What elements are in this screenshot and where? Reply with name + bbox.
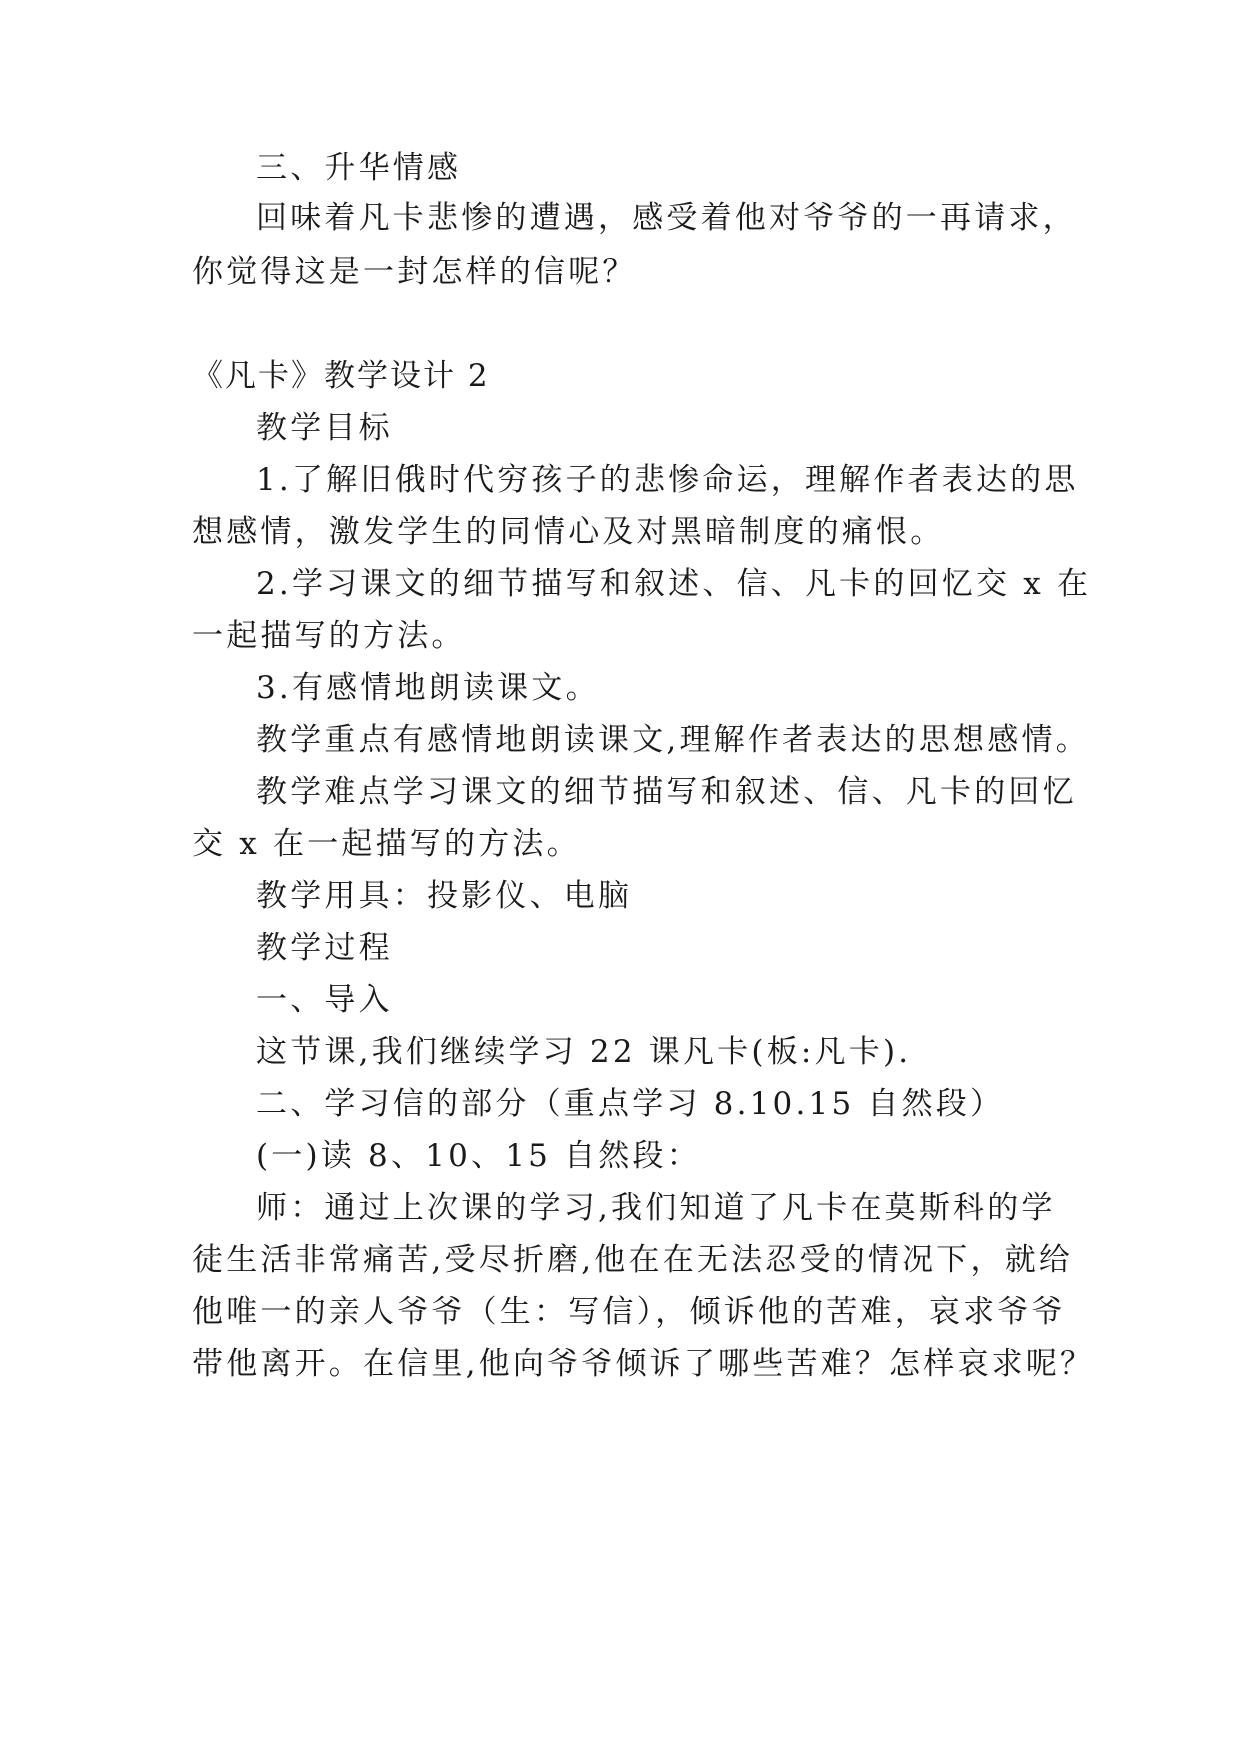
difficulty-line-1: 教学难点学习课文的细节描写和叙述、信、凡卡的回忆 (256, 774, 1077, 810)
goal3: 3.有感情地朗读课文。 (256, 670, 600, 706)
goal2-line-2: 一起描写的方法。 (192, 618, 466, 654)
goal1-line-2: 想感情，激发学生的同情心及对黑暗制度的痛恨。 (192, 514, 945, 550)
step1-heading: 一、导入 (256, 982, 393, 1018)
teaching-tools: 教学用具：投影仪、电脑 (256, 878, 633, 914)
step2-sub1: (一)读 8、10、15 自然段： (256, 1138, 701, 1174)
section3-paragraph-line-2: 你觉得这是一封怎样的信呢？ (192, 254, 637, 290)
step2-heading: 二、学习信的部分（重点学习 8.10.15 自然段） (256, 1086, 1005, 1122)
section3-paragraph-line-1: 回味着凡卡悲惨的遭遇，感受着他对爷爷的一再请求， (256, 200, 1077, 236)
teacher-line-1: 师：通过上次课的学习,我们知道了凡卡在莫斯科的学 (256, 1190, 1056, 1226)
teacher-line-4: 带他离开。在信里,他向爷爷倾诉了哪些苦难？怎样哀求呢？ (192, 1346, 1095, 1382)
process-heading: 教学过程 (256, 930, 393, 966)
section3-heading: 三、升华情感 (256, 150, 462, 186)
goals-heading: 教学目标 (256, 410, 393, 446)
design2-title: 《凡卡》教学设计 2 (192, 358, 490, 394)
goal2-line-1: 2.学习课文的细节描写和叙述、信、凡卡的回忆交 x 在 (256, 566, 1092, 602)
goal1-line-1: 1.了解旧俄时代穷孩子的悲惨命运，理解作者表达的思 (256, 462, 1079, 498)
difficulty-line-2: 交 x 在一起描写的方法。 (192, 826, 581, 862)
teacher-line-2: 徒生活非常痛苦,受尽折磨,他在在无法忍受的情况下，就给 (192, 1242, 1074, 1278)
key-point: 教学重点有感情地朗读课文,理解作者表达的思想感情。 (256, 722, 1090, 758)
step1-text: 这节课,我们继续学习 22 课凡卡(板:凡卡). (256, 1034, 912, 1070)
teacher-line-3: 他唯一的亲人爷爷（生：写信），倾诉他的苦难，哀求爷爷 (192, 1294, 1066, 1330)
